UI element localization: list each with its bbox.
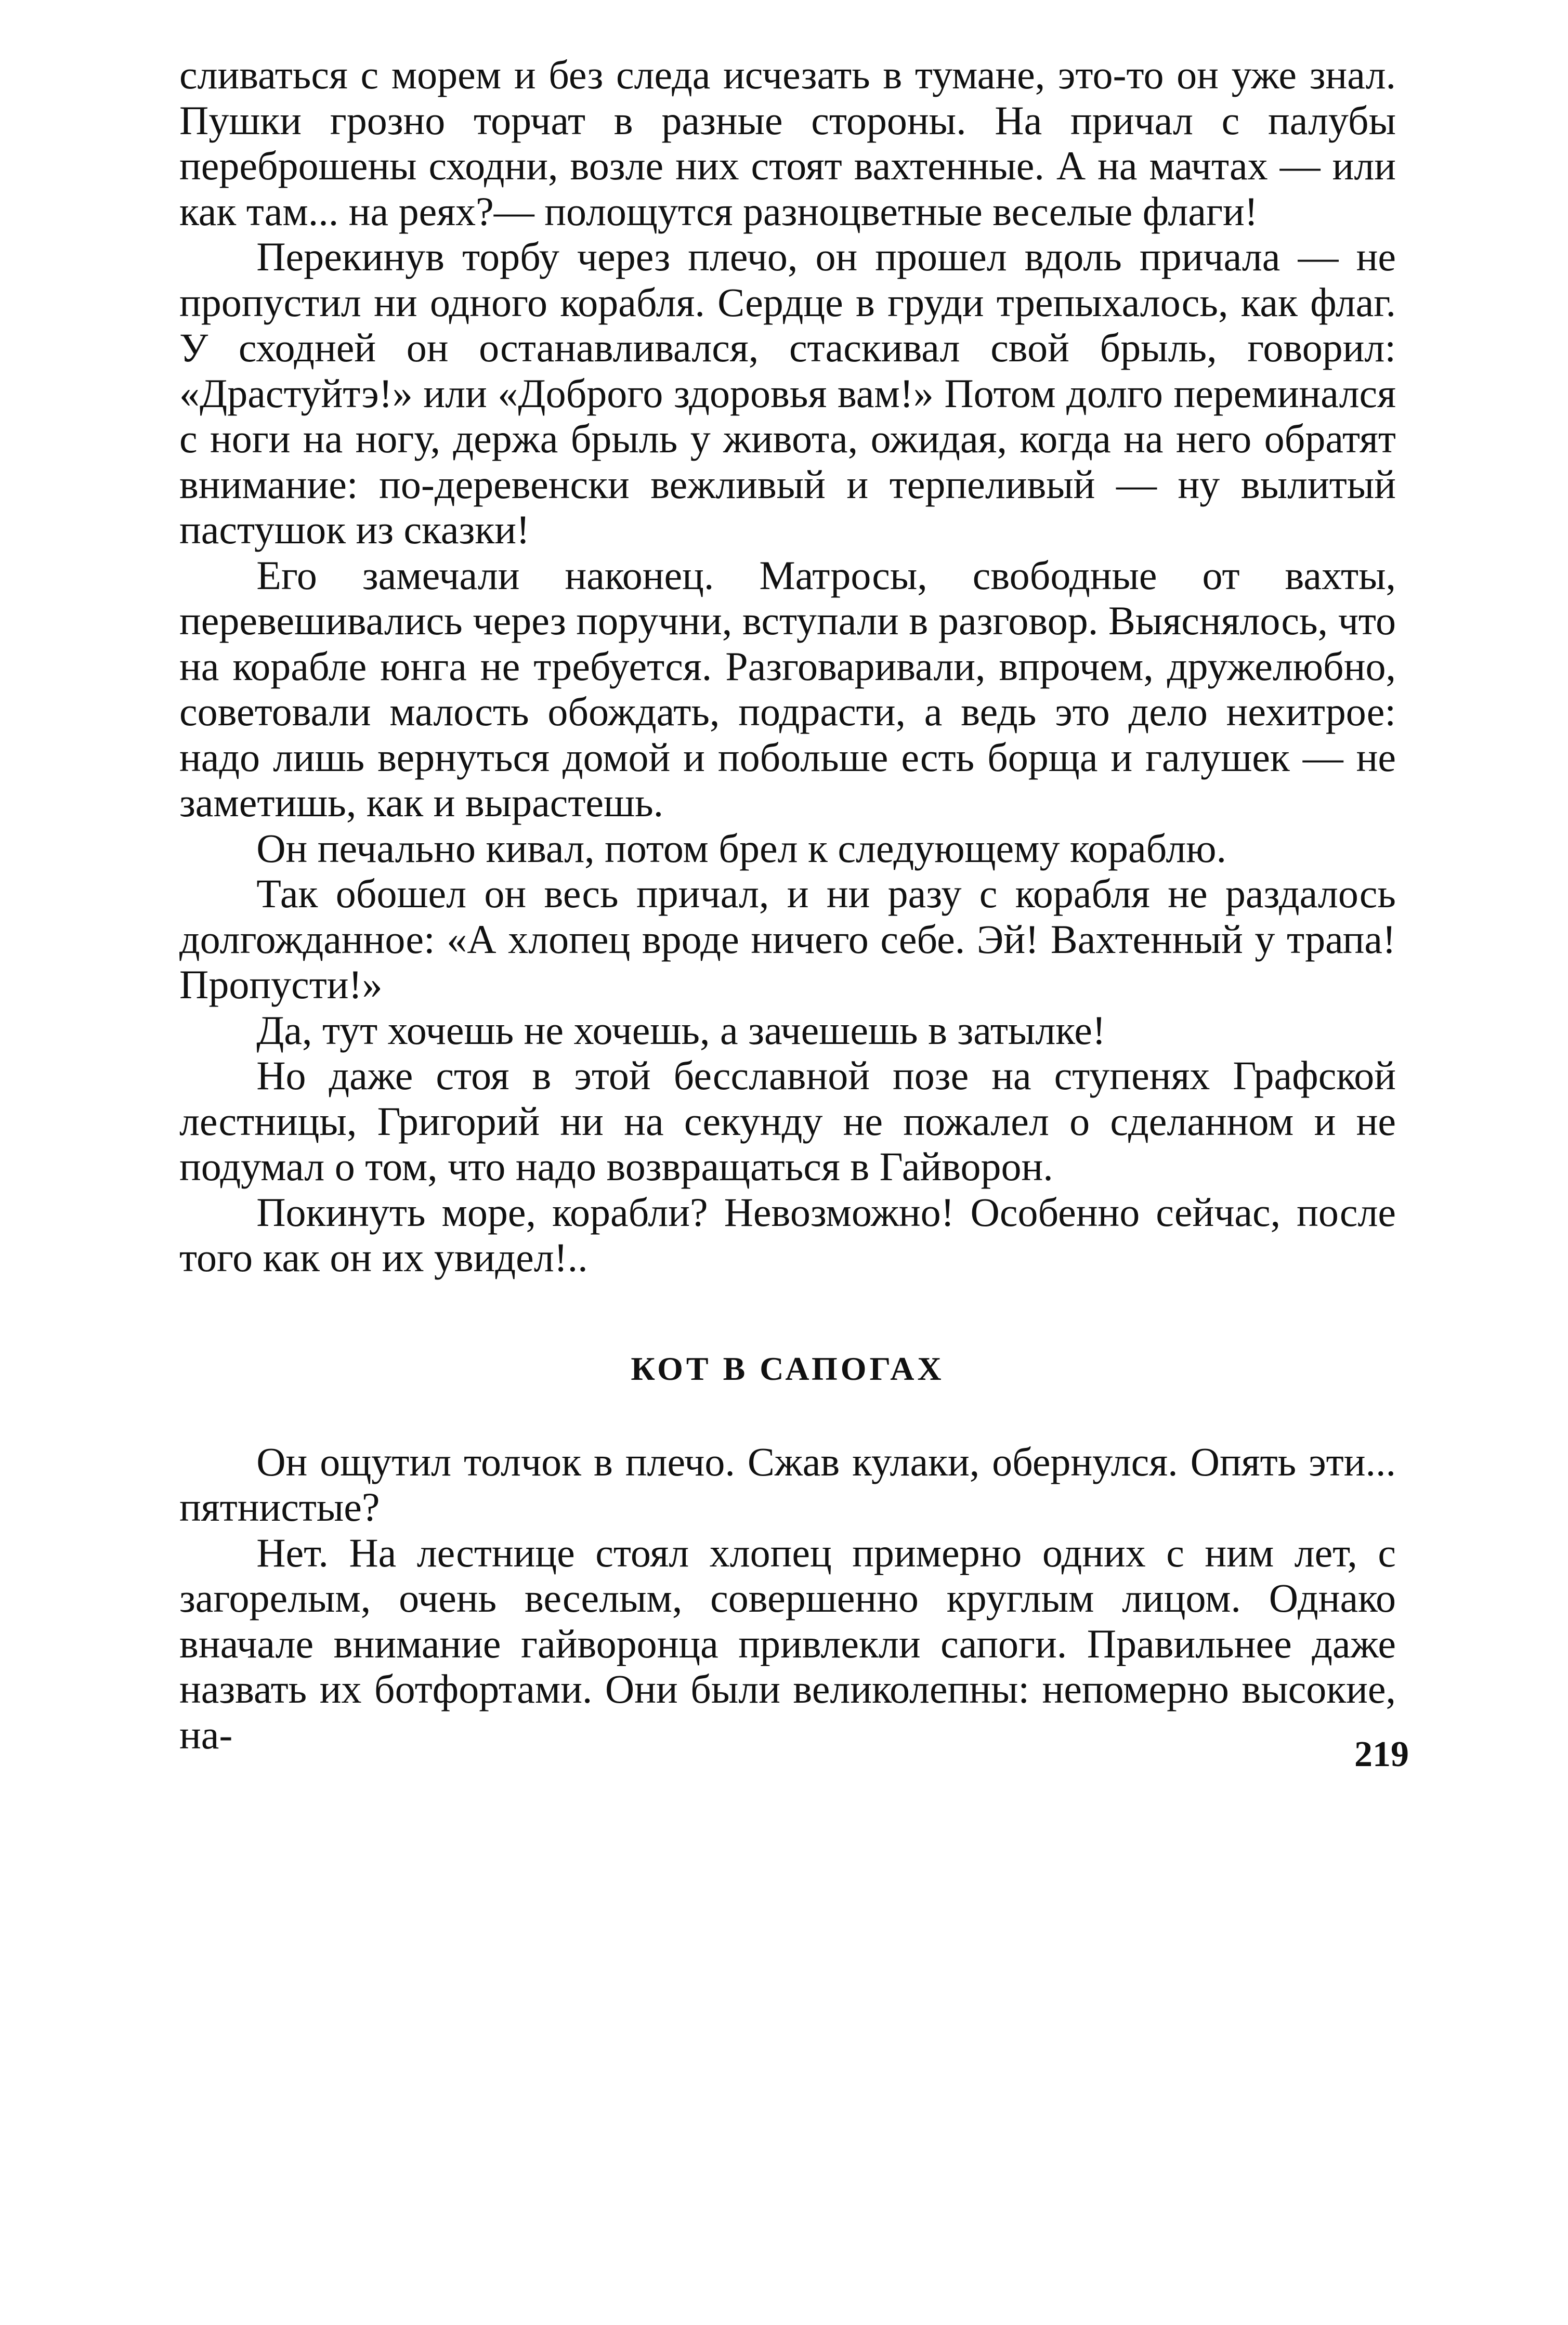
paragraph: Но даже стоя в этой бесславной позе на ступенях Графской лестницы, Григорий ни на секунду не пожалел о сделанном и не подумал о том, что надо возвращаться в Гайворон. bbox=[179, 1053, 1396, 1189]
paragraph: Да, тут хочешь не хочешь, а зачешешь в затылке! bbox=[256, 1007, 1106, 1053]
page-number: 219 bbox=[1354, 1734, 1409, 1774]
paragraph: Так обошел он весь причал, и ни разу с корабля не раздалось долгожданное: «А хлопец вроде ничего себе. Эй! Вахтенный у трапа! Пропусти!» bbox=[179, 871, 1396, 1007]
section-heading: КОТ В САПОГАХ bbox=[631, 1350, 945, 1387]
page-body bbox=[179, 52, 1396, 1757]
paragraph: сливаться с морем и без следа исчезать в тумане, это-то он уже знал. Пушки грозно торчат в разные стороны. На причал с палубы переброшены сходни, возле них стоят вахтенные. А на мачтах — или как там... на реях?— полощутся разноцветные веселые флаги! bbox=[179, 52, 1396, 234]
paragraph: Перекинув торбу через плечо, он прошел вдоль причала — не пропустил ни одного корабля. Сердце в груди трепыхалось, как флаг. У сходней он останавливался, стаскивал свой брыль, говорил: «Драстуйтэ!» или «Доброго здоровья вам!» Потом долго переминался с ноги на ногу, держа брыль у живота, ожидая, когда на него обратят внимание: по-деревенски вежливый и терпеливый — ну вылитый пастушок из сказки! bbox=[179, 234, 1396, 552]
paragraph: Покинуть море, корабли? Невозможно! Особенно сейчас, после того как он их увидел!.. bbox=[179, 1189, 1396, 1280]
paragraph: Его замечали наконец. Матросы, свободные от вахты, перевешивались через поручни, вступали в разговор. Выяснялось, что на корабле юнга не требуется. Разговаривали, впрочем, дружелюбно, советовали малость обождать, подрасти, а ведь это дело нехитрое: надо лишь вернуться домой и побольше есть борща и галушек — не заметишь, как и вырастешь. bbox=[179, 552, 1396, 825]
paragraph: Он ощутил толчок в плечо. Сжав кулаки, обернулся. Опять эти... пятнистые? bbox=[179, 1439, 1396, 1530]
paragraph: Нет. На лестнице стоял хлопец примерно одних с ним лет, с загорелым, очень веселым, совершенно круглым лицом. Однако вначале внимание гайворонца привлекли сапоги. Правильнее даже назвать их ботфортами. Они были великолепны: непомерно высокие, на- bbox=[179, 1530, 1396, 1757]
paragraph: Он печально кивал, потом брел к следующему кораблю. bbox=[256, 825, 1227, 871]
